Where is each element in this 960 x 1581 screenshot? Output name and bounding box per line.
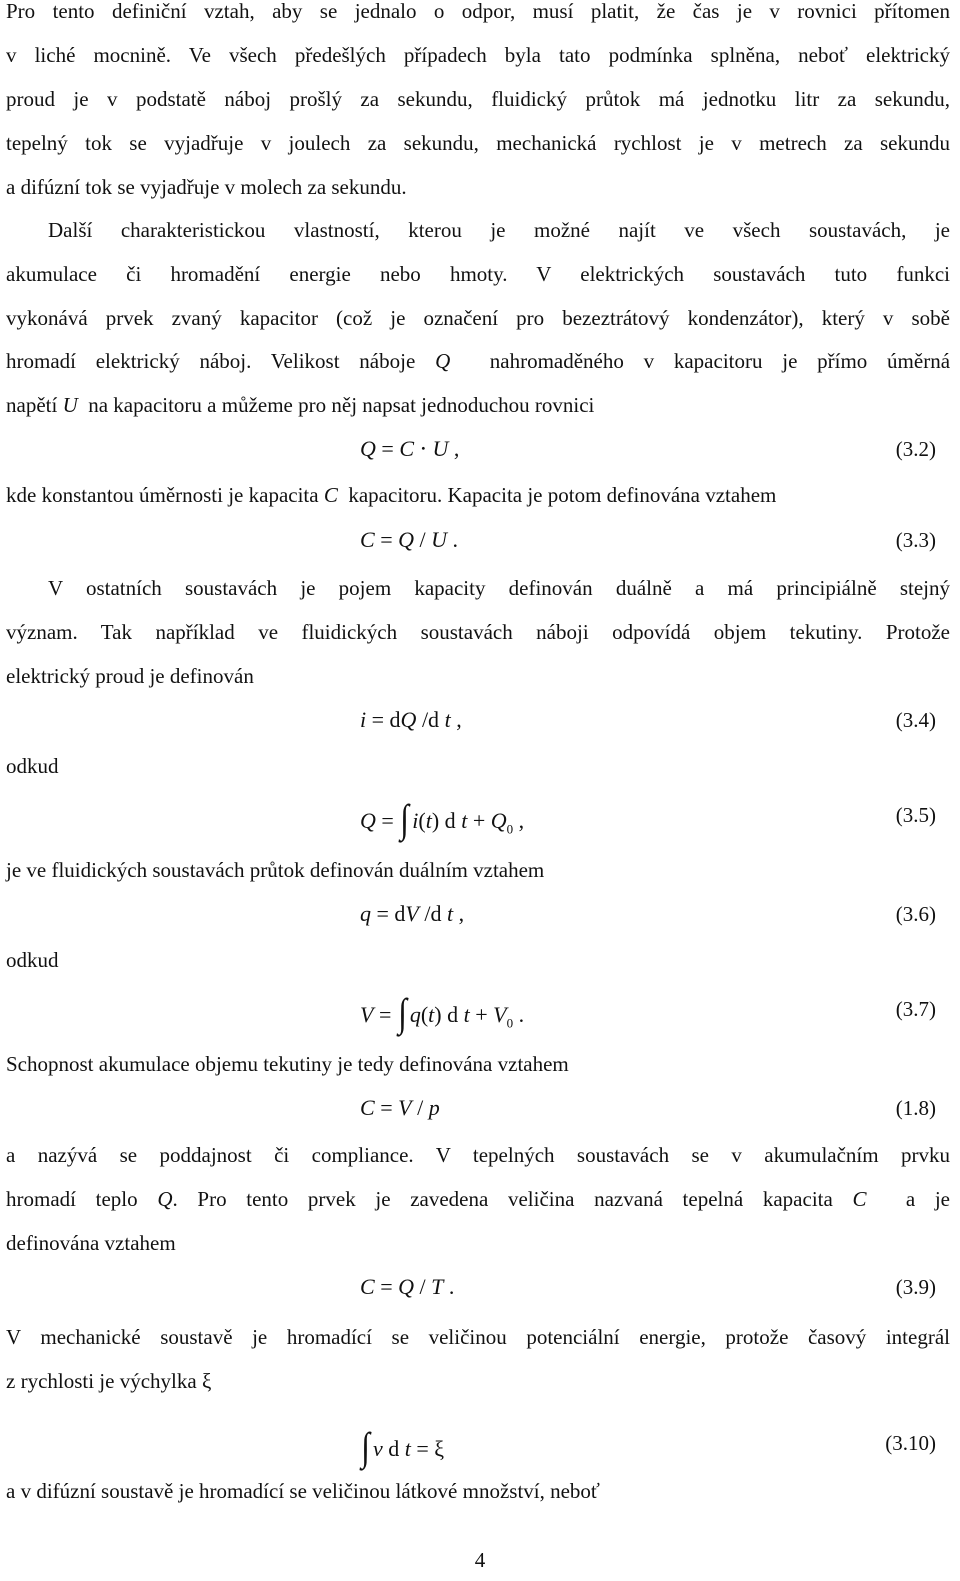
equation-3-5: Q = ∫ i(t) d $t + Q_0$ , xyxy=(360,796,525,841)
text-line xyxy=(6,350,950,372)
text-segment: kde konstantou úměrnosti je kapacita xyxy=(6,483,319,507)
text-line: a difúzní tok se vyjadřuje v molech za sekundu. xyxy=(6,175,407,199)
page-number: 4 xyxy=(474,1548,486,1572)
text-line: a nazývá se poddajnost či compliance. V tepelných soustavách se v akumulačním prvku xyxy=(6,1143,950,1167)
text-line: V ostatních soustavách je pojem kapacity definován duálně a má principiálně stejný xyxy=(48,576,950,600)
text-line: je ve fluidických soustavách průtok definován duálním vztahem xyxy=(6,858,545,882)
text-line xyxy=(6,1370,950,1392)
text-line xyxy=(6,1188,950,1210)
equation-1-8: C = V / p xyxy=(360,1095,440,1120)
text-line: V mechanické soustavě je hromadící se veličinou potenciální energie, protože časový integrál xyxy=(6,1325,950,1349)
math-symbol: Q xyxy=(435,349,451,373)
text-segment: napětí xyxy=(6,393,58,417)
text-line xyxy=(6,484,950,506)
equation-3-6: q = dV /d t , xyxy=(360,901,465,926)
equation-number: (3.4) xyxy=(895,708,936,732)
equation-3-9: C = Q / T . xyxy=(360,1274,455,1299)
math-symbol: ξ xyxy=(201,1369,212,1393)
equation-number: (3.5) xyxy=(895,803,936,827)
text-segment: . Pro tento prvek je zavedena veličina nazvaná tepelná kapacita xyxy=(172,1187,833,1211)
equation-3-2: Q = C ⋅ U , xyxy=(360,436,460,461)
text-line: a v difúzní soustavě je hromadící se veličinou látkové množství, neboť xyxy=(6,1479,600,1503)
text-line: Další charakteristickou vlastností, kterou je možné najít ve všech soustavách, je xyxy=(48,218,950,242)
equation-number: (1.8) xyxy=(895,1096,936,1120)
math-symbol: C xyxy=(323,483,338,507)
text-segment: hromadí elektrický náboj. Velikost náboje xyxy=(6,349,416,373)
text-line: akumulace či hromadění energie nebo hmoty. V elektrických soustavách tuto funkci xyxy=(6,262,950,286)
math-symbol: Q xyxy=(157,1187,173,1211)
text-segment: na kapacitoru a můžeme pro něj napsat jednoduchou rovnici xyxy=(88,393,595,417)
text-line: tepelný tok se vyjadřuje v joulech za sekundu, mechanická rychlost je v metrech za sekundu xyxy=(6,131,950,155)
text-line xyxy=(6,394,950,416)
equation-number: (3.10) xyxy=(885,1431,936,1455)
text-line: elektrický proud je definován xyxy=(6,664,254,688)
equation-number: (3.7) xyxy=(895,997,936,1021)
equation-number: (3.6) xyxy=(895,902,936,926)
equation-3-7: V = ∫ q(t) d $t + V_0$ . xyxy=(360,990,525,1035)
text-line: proud je v podstatě náboj prošlý za sekundu, fluidický průtok má jednotku litr za sekundu, xyxy=(6,87,950,111)
equation-number: (3.9) xyxy=(895,1275,936,1299)
math-symbol: C xyxy=(852,1187,867,1211)
text-line: Schopnost akumulace objemu tekutiny je tedy definována vztahem xyxy=(6,1052,569,1076)
text-line: odkud xyxy=(6,754,59,778)
text-segment: nahromaděného v kapacitoru je přímo úměrná xyxy=(489,349,951,373)
text-line: odkud xyxy=(6,948,59,972)
equation-3-10: ∫ v d t = ξ xyxy=(361,1424,445,1469)
text-line: vykonává prvek zvaný kapacitor (což je označení pro bezeztrátový kondenzátor), který v sobě xyxy=(6,306,950,330)
equation-number: (3.3) xyxy=(895,528,936,552)
text-segment: a je xyxy=(905,1187,950,1211)
text-segment: kapacitoru. Kapacita je potom definována vztahem xyxy=(348,483,777,507)
text-line: Pro tento definiční vztah, aby se jednalo o odpor, musí platit, že čas je v rovnici přítomen xyxy=(6,0,950,23)
text-segment: hromadí teplo xyxy=(6,1187,138,1211)
equation-number: (3.2) xyxy=(895,437,936,461)
text-line: význam. Tak například ve fluidických soustavách náboji odpovídá objem tekutiny. Protože xyxy=(6,620,950,644)
text-line: definována vztahem xyxy=(6,1231,176,1255)
equation-3-4: i = dQ /d t , xyxy=(360,707,462,732)
text-line: v liché mocnině. Ve všech předešlých případech byla tato podmínka splněna, neboť elektrický xyxy=(6,43,950,67)
text-segment: z rychlosti je výchylka xyxy=(6,1369,197,1393)
equation-3-3: C = Q / U . xyxy=(360,527,459,552)
math-symbol: U xyxy=(62,393,78,417)
